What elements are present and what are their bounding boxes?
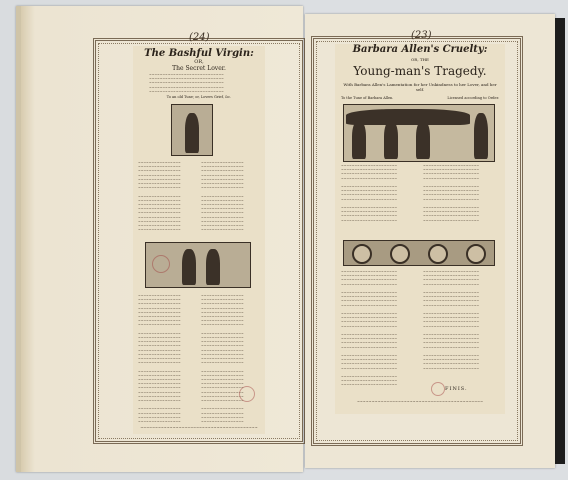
right-description: With Barbara Allen's Lamentation for her Unkindness to her Lover, and her self. (343, 82, 497, 92)
right-verse-col3: ~~~~~~~~~~~~~~~~~~~~~ ~~~~~~~~~~~~~~~~~~~~~ ~~~~~~~~~~~~~~~~~~~~~ ~~~~~~~~~~~~~~~~~~~~~ ~~~~~~~~~~~~~~~~~~~~~ ~~~~~~~~~~~~~~~~~~~~~ ~~~~~~~~~~~~~~~~~~~~~ ~~~~~~~~~~~~~~~~~~~~~ ~~~~~~~~~~~~~~~~~~~~~ ~~~~~~~~~~~~~~~~~~~~~ ~~~~~~~~~~~~~~~~~~~~~ ~~~~~~~~~~~~~~~~~~~~~ ~~~~~~~~~~~~~~~~~~~~~ ~~~~~~~~~~~~~~~~~~~~~ ~~~~~~~~~~~~~~~~~~~~~ ~~~~~~~~~~~~~~~~~~~~~ ~~~~~~~~~~~~~~~~~~~~~ ~~~~~~~~~~~~~~~~~~~~~ ~~~~~~~~~~~~~~~~~~~~~ ~~~~~~~~~~~~~~~~~~~~~ ~~~~~~~~~~~~~~~~~~~~~ ~~~~~~~~~~~~~~~~~~~~~ ~~~~~~~~~~~~~~~~~~~~~ (341, 270, 398, 388)
left-subtitle2: The Secret Lover. (172, 65, 226, 72)
left-page-number: (24) (189, 32, 210, 43)
woodcut-lady (171, 104, 213, 156)
left-broadside (133, 32, 265, 434)
right-title: Barbara Allen's Cruelty: (352, 44, 488, 55)
left-verse-col3: ~~~~~~~~~~~~~~~~ ~~~~~~~~~~~~~~~~ ~~~~~~~~~~~~~~~~ ~~~~~~~~~~~~~~~~ ~~~~~~~~~~~~~~~~ ~~~~~~~~~~~~~~~~ ~~~~~~~~~~~~~~~~ ~~~~~~~~~~~~~~~~ ~~~~~~~~~~~~~~~~ ~~~~~~~~~~~~~~~~ ~~~~~~~~~~~~~~~~ ~~~~~~~~~~~~~~~~ ~~~~~~~~~~~~~~~~ ~~~~~~~~~~~~~~~~ ~~~~~~~~~~~~~~~~ ~~~~~~~~~~~~~~~~ ~~~~~~~~~~~~~~~~ ~~~~~~~~~~~~~~~~ ~~~~~~~~~~~~~~~~ ~~~~~~~~~~~~~~~~ ~~~~~~~~~~~~~~~~ ~~~~~~~~~~~~~~~~ ~~~~~~~~~~~~~~~~ ~~~~~~~~~~~~~~~~ ~~~~~~~~~~~~~~~~ ~~~~~~~~~~~~~~~~ ~~~~~~~~~~~~~~~~ ~~~~~~~~~~~~~~~~ (138, 294, 181, 425)
left-verse-col4: ~~~~~~~~~~~~~~~~ ~~~~~~~~~~~~~~~~ ~~~~~~~~~~~~~~~~ ~~~~~~~~~~~~~~~~ ~~~~~~~~~~~~~~~~ ~~~~~~~~~~~~~~~~ ~~~~~~~~~~~~~~~~ ~~~~~~~~~~~~~~~~ ~~~~~~~~~~~~~~~~ ~~~~~~~~~~~~~~~~ ~~~~~~~~~~~~~~~~ ~~~~~~~~~~~~~~~~ ~~~~~~~~~~~~~~~~ ~~~~~~~~~~~~~~~~ ~~~~~~~~~~~~~~~~ ~~~~~~~~~~~~~~~~ ~~~~~~~~~~~~~~~~ ~~~~~~~~~~~~~~~~ ~~~~~~~~~~~~~~~~ ~~~~~~~~~~~~~~~~ ~~~~~~~~~~~~~~~~ ~~~~~~~~~~~~~~~~ ~~~~~~~~~~~~~~~~ ~~~~~~~~~~~~~~~~ ~~~~~~~~~~~~~~~~ ~~~~~~~~~~~~~~~~ ~~~~~~~~~~~~~~~~ ~~~~~~~~~~~~~~~~ (201, 294, 244, 425)
right-broadside (335, 30, 505, 414)
finis-label: FINIS. (445, 386, 468, 392)
ornamental-band (343, 240, 495, 266)
right-subtitle: OR, THE (411, 57, 429, 62)
right-subtitle2: Young-man's Tragedy. (353, 64, 487, 78)
right-imprint: ~~~~~~~~~~~~~~~~~~~~~~~~~~~~~~~~~~~~~~~~~~~ (356, 400, 484, 404)
right-licence: Licensed according to Order. (447, 96, 499, 100)
woodcut-deathbed (343, 104, 495, 162)
right-verse-col1: ~~~~~~~~~~~~~~~~~~~~~ ~~~~~~~~~~~~~~~~~~~~~ ~~~~~~~~~~~~~~~~~~~~~ ~~~~~~~~~~~~~~~~~~~~~ ~~~~~~~~~~~~~~~~~~~~~ ~~~~~~~~~~~~~~~~~~~~~ ~~~~~~~~~~~~~~~~~~~~~ ~~~~~~~~~~~~~~~~~~~~~ ~~~~~~~~~~~~~~~~~~~~~ ~~~~~~~~~~~~~~~~~~~~~ ~~~~~~~~~~~~~~~~~~~~~ ~~~~~~~~~~~~~~~~~~~~~ (341, 164, 398, 223)
left-title: The Bashful Virgin: (144, 48, 254, 59)
left-imprint: ~~~~~~~~~~~~~~~~~~~~~~~~~~~~~~~~~~~~~~~~ (140, 426, 258, 430)
right-verse-col2: ~~~~~~~~~~~~~~~~~~~~~ ~~~~~~~~~~~~~~~~~~~~~ ~~~~~~~~~~~~~~~~~~~~~ ~~~~~~~~~~~~~~~~~~~~~ ~~~~~~~~~~~~~~~~~~~~~ ~~~~~~~~~~~~~~~~~~~~~ ~~~~~~~~~~~~~~~~~~~~~ ~~~~~~~~~~~~~~~~~~~~~ ~~~~~~~~~~~~~~~~~~~~~ ~~~~~~~~~~~~~~~~~~~~~ ~~~~~~~~~~~~~~~~~~~~~ ~~~~~~~~~~~~~~~~~~~~~ (423, 164, 480, 223)
library-stamp (239, 386, 255, 402)
right-tune: To the Tune of Barbara Allen. (341, 96, 394, 100)
left-page (16, 6, 303, 472)
left-tune: To an old Tune; or, Lovers Grief, &c. (166, 95, 232, 99)
left-intro-text: ~~~~~~~~~~~~~~~~~~~~~~~~~~~~ ~~~~~~~~~~~~~~~~~~~~~~~~~~~~ ~~~~~~~~~~~~~~~~~~~~~~~~~~~~ ~~~~~~~~~~~~~~~~~~~~~~~~~~~~ ~~~~~~~~~~~~~~~~~~~~~~~~~~~~ (149, 73, 224, 94)
left-verse-col1: ~~~~~~~~~~~~~~~~ ~~~~~~~~~~~~~~~~ ~~~~~~~~~~~~~~~~ ~~~~~~~~~~~~~~~~ ~~~~~~~~~~~~~~~~ ~~~~~~~~~~~~~~~~ ~~~~~~~~~~~~~~~~ ~~~~~~~~~~~~~~~~ ~~~~~~~~~~~~~~~~ ~~~~~~~~~~~~~~~~ ~~~~~~~~~~~~~~~~ ~~~~~~~~~~~~~~~~ ~~~~~~~~~~~~~~~~ ~~~~~~~~~~~~~~~~ ~~~~~~~~~~~~~~~~ ~~~~~~~~~~~~~~~~ (138, 161, 181, 233)
left-verse-col2: ~~~~~~~~~~~~~~~~ ~~~~~~~~~~~~~~~~ ~~~~~~~~~~~~~~~~ ~~~~~~~~~~~~~~~~ ~~~~~~~~~~~~~~~~ ~~~~~~~~~~~~~~~~ ~~~~~~~~~~~~~~~~ ~~~~~~~~~~~~~~~~ ~~~~~~~~~~~~~~~~ ~~~~~~~~~~~~~~~~ ~~~~~~~~~~~~~~~~ ~~~~~~~~~~~~~~~~ ~~~~~~~~~~~~~~~~ ~~~~~~~~~~~~~~~~ ~~~~~~~~~~~~~~~~ ~~~~~~~~~~~~~~~~ (201, 161, 244, 233)
woodcut-couple (145, 242, 251, 288)
left-subtitle: OR, (194, 59, 204, 65)
right-page (305, 14, 555, 468)
library-stamp-right (431, 382, 445, 396)
right-verse-col4: ~~~~~~~~~~~~~~~~~~~~~ ~~~~~~~~~~~~~~~~~~~~~ ~~~~~~~~~~~~~~~~~~~~~ ~~~~~~~~~~~~~~~~~~~~~ ~~~~~~~~~~~~~~~~~~~~~ ~~~~~~~~~~~~~~~~~~~~~ ~~~~~~~~~~~~~~~~~~~~~ ~~~~~~~~~~~~~~~~~~~~~ ~~~~~~~~~~~~~~~~~~~~~ ~~~~~~~~~~~~~~~~~~~~~ ~~~~~~~~~~~~~~~~~~~~~ ~~~~~~~~~~~~~~~~~~~~~ ~~~~~~~~~~~~~~~~~~~~~ ~~~~~~~~~~~~~~~~~~~~~ ~~~~~~~~~~~~~~~~~~~~~ ~~~~~~~~~~~~~~~~~~~~~ ~~~~~~~~~~~~~~~~~~~~~ ~~~~~~~~~~~~~~~~~~~~~ ~~~~~~~~~~~~~~~~~~~~~ ~~~~~~~~~~~~~~~~~~~~~ (423, 270, 480, 371)
right-page-number: (23) (411, 30, 432, 41)
